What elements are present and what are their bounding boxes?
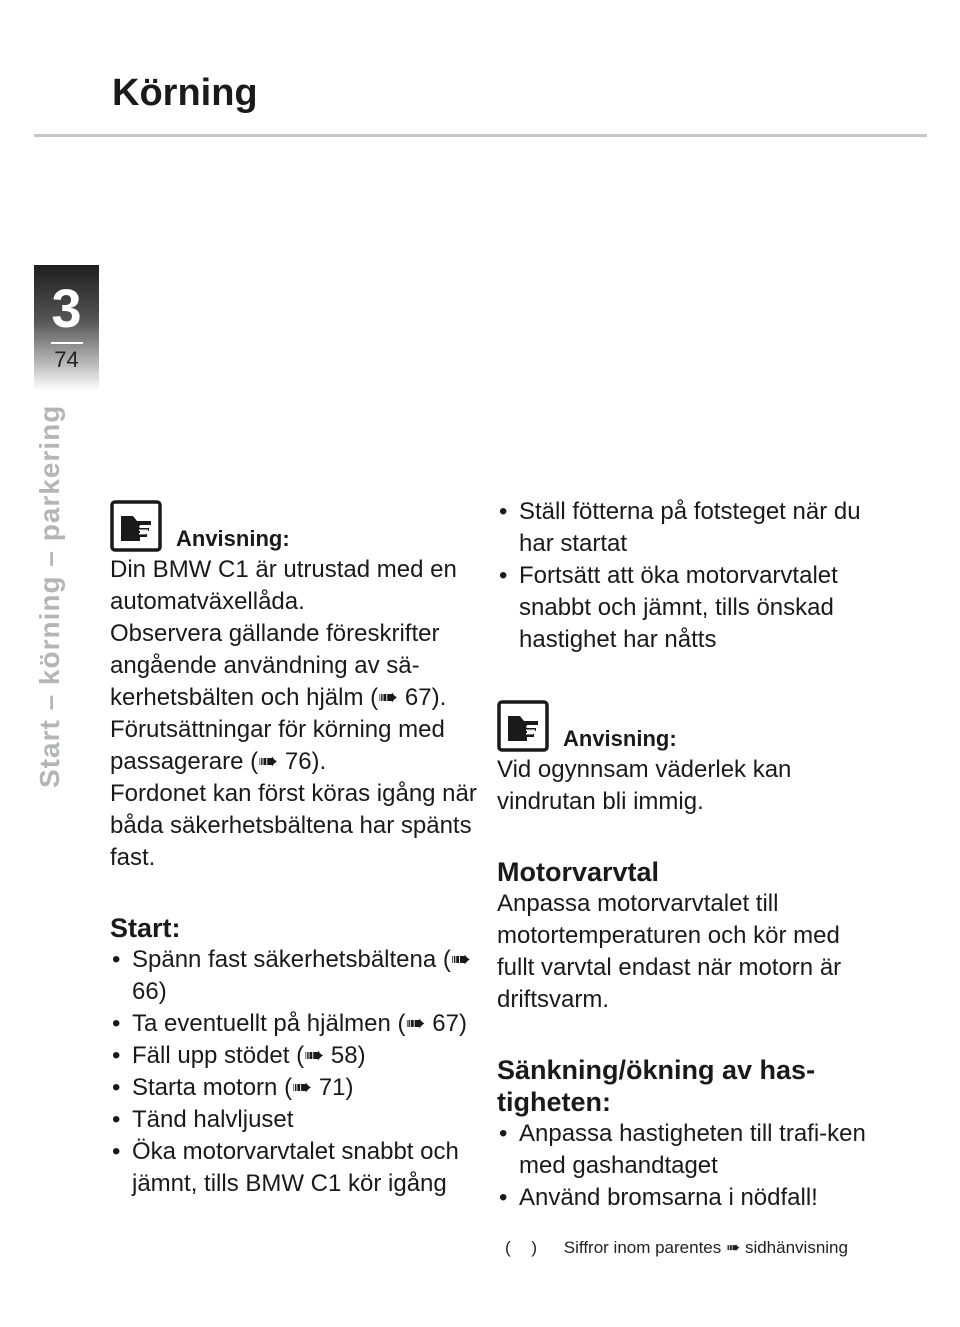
chapter-divider xyxy=(51,342,83,344)
list-item: • Fäll upp stödet (➠ 58) xyxy=(110,1040,485,1072)
speed-heading: Sänkning/ökning av has-tigheten: xyxy=(497,1055,816,1117)
list-item: • Ställ fötterna på fotsteget när du har startat xyxy=(497,496,877,560)
list-item: • Tänd halvljuset xyxy=(110,1104,485,1136)
note-hand-icon xyxy=(110,500,162,552)
start-list xyxy=(110,944,485,1200)
right-column xyxy=(497,496,877,1214)
list-item: • Öka motorvarvtalet snabbt och jämnt, tills BMW C1 kör igång xyxy=(110,1136,485,1200)
list-item: • Använd bromsarna i nödfall! xyxy=(497,1182,877,1214)
list-item: • Ta eventuellt på hjälmen (➠ 67) xyxy=(110,1008,485,1040)
chapter-number: 3 xyxy=(51,279,82,339)
note-label: Anvisning: xyxy=(563,726,677,751)
note-paragraph: Förutsättningar för körning med passagerare (➠ 76). xyxy=(110,716,445,775)
note-paragraph: Observera gällande föreskrifter angående användning av sä-kerhetsbälten och hjälm (➠ 67). xyxy=(110,620,447,711)
note-header xyxy=(110,500,485,552)
motorvarvtal-text: Anpassa motorvarvtalet till motortemperaturen och kör med fullt varvtal endast när motorn är driftsvarm. xyxy=(497,890,842,1013)
speed-list xyxy=(497,1118,877,1214)
motorvarvtal-heading: Motorvarvtal xyxy=(497,857,660,887)
note-paragraph: Vid ogynnsam väderlek kan vindrutan bli immig. xyxy=(497,756,792,815)
list-item: • Starta motorn (➠ 71) xyxy=(110,1072,485,1104)
section-side-label: Start – körning – parkering xyxy=(34,404,65,788)
chapter-tab xyxy=(34,265,99,390)
note-paragraph: Din BMW C1 är utrustad med en automatväxellåda. xyxy=(110,556,457,615)
note-label: Anvisning: xyxy=(176,526,290,551)
footnote-parentheses: ( ) xyxy=(505,1238,546,1257)
header-rule xyxy=(34,134,927,137)
note-paragraph: Fordonet kan först köras igång när båda säkerhetsbältena har spänts fast. xyxy=(110,780,477,871)
start-heading: Start: xyxy=(110,913,181,943)
note-header xyxy=(497,700,877,752)
page-number: 74 xyxy=(54,347,79,372)
list-item: • Spänn fast säkerhetsbältena (➠ 66) xyxy=(110,944,485,1008)
page-title: Körning xyxy=(112,72,258,114)
list-item: • Fortsätt att öka motorvarvtalet snabbt och jämnt, tills önskad hastighet har nåtts xyxy=(497,560,877,656)
start-list-continued xyxy=(497,496,877,656)
note-hand-icon xyxy=(497,700,549,752)
footnote-text: Siffror inom parentes ➠ sidhänvisning xyxy=(563,1238,848,1257)
list-item: • Anpassa hastigheten till trafi-ken med gashandtaget xyxy=(497,1118,877,1182)
left-column xyxy=(110,500,485,1200)
footnote xyxy=(505,1238,848,1258)
